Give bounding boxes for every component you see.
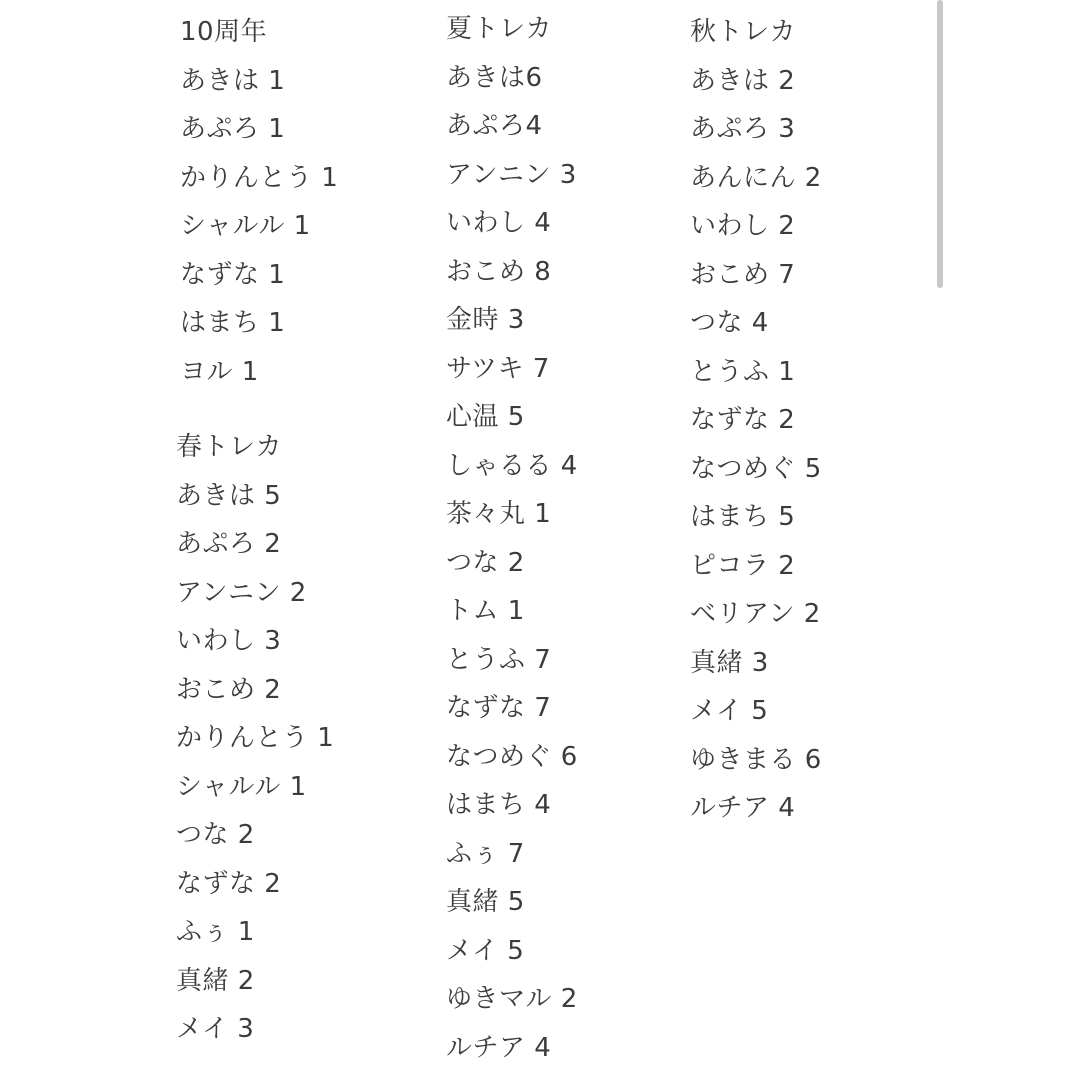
- list-item: なずな 2: [176, 868, 282, 899]
- list-item: ふぅ 7: [446, 838, 525, 869]
- list-item: ゆきマル 2: [446, 984, 578, 1014]
- list-group-autumn: [690, 8, 822, 833]
- list-item: サツキ 7: [446, 353, 550, 384]
- list-item: 金時 3: [446, 305, 525, 335]
- list-item: とうふ 7: [446, 644, 552, 675]
- list-item: 茶々丸 1: [446, 499, 552, 529]
- list-item: とうふ 1: [690, 356, 796, 387]
- list-item: はまち 1: [180, 308, 286, 338]
- list-item: あきは6: [446, 62, 543, 93]
- list-item: あきは 2: [690, 65, 796, 96]
- list-item: あぷろ4: [446, 111, 543, 141]
- list-item: ヨル 1: [180, 356, 259, 387]
- list-item: メイ 5: [446, 935, 525, 966]
- list-item: つな 4: [690, 308, 769, 338]
- list-item: シャルル 1: [180, 211, 311, 241]
- vertical-scrollbar[interactable]: [937, 0, 943, 288]
- column-3: [690, 8, 822, 833]
- list-group-summer: [446, 5, 578, 1072]
- list-item: いわし 2: [690, 211, 796, 241]
- list-item: かりんとう 1: [180, 162, 339, 193]
- group-heading: 秋トレカ: [690, 17, 797, 47]
- list-item: つな 2: [446, 547, 525, 578]
- list-item: ルチア 4: [690, 793, 796, 823]
- list-item: 真緒 3: [690, 647, 769, 678]
- list-item: いわし 4: [446, 208, 552, 238]
- group-heading: 10周年: [180, 17, 268, 47]
- list-item: つな 2: [176, 820, 255, 850]
- list-group-10th-anniversary: [180, 8, 338, 396]
- group-heading: 夏トレカ: [446, 14, 553, 44]
- list-item: トム 1: [446, 596, 525, 626]
- list-item: あんにん 2: [690, 162, 822, 193]
- list-item: おこめ 7: [690, 259, 796, 290]
- list-item: あぷろ 2: [176, 529, 282, 559]
- list-item: メイ 5: [690, 696, 769, 726]
- list-item: あきは 5: [176, 480, 282, 511]
- list-item: ルチア 4: [446, 1032, 552, 1063]
- list-item: かりんとう 1: [176, 723, 335, 753]
- group-heading: 春トレカ: [176, 432, 283, 462]
- group-spacer: [180, 396, 338, 423]
- list-item: ベリアン 2: [690, 599, 821, 629]
- list-item: なつめぐ 5: [690, 453, 822, 484]
- list-item: いわし 3: [176, 626, 282, 656]
- list-item: なずな 7: [446, 693, 552, 723]
- list-item: ピコラ 2: [690, 550, 796, 581]
- list-item: 真緒 5: [446, 887, 525, 917]
- list-item: 心温 5: [446, 402, 525, 432]
- list-item: おこめ 8: [446, 256, 552, 287]
- list-item: アンニン 3: [446, 159, 577, 190]
- list-item: ゆきまる 6: [690, 744, 822, 775]
- list-item: はまち 5: [690, 502, 796, 532]
- list-item: 真緒 2: [176, 965, 255, 996]
- list-item: なずな 2: [690, 405, 796, 435]
- list-item: ふぅ 1: [176, 917, 255, 947]
- column-1: [176, 8, 339, 1054]
- list-item: アンニン 2: [176, 577, 307, 608]
- list-item: おこめ 2: [176, 674, 282, 705]
- list-group-spring: [176, 423, 338, 1054]
- list-item: あぷろ 3: [690, 114, 796, 144]
- list-item: はまち 4: [446, 790, 552, 820]
- list-item: あきは 1: [180, 65, 286, 96]
- list-item: あぷろ 1: [180, 114, 286, 144]
- list-item: なずな 1: [180, 259, 286, 290]
- list-item: なつめぐ 6: [446, 741, 578, 772]
- list-item: メイ 3: [176, 1014, 255, 1044]
- list-item: シャルル 1: [176, 771, 307, 802]
- column-2: [446, 5, 578, 1072]
- list-item: しゃるる 4: [446, 450, 578, 481]
